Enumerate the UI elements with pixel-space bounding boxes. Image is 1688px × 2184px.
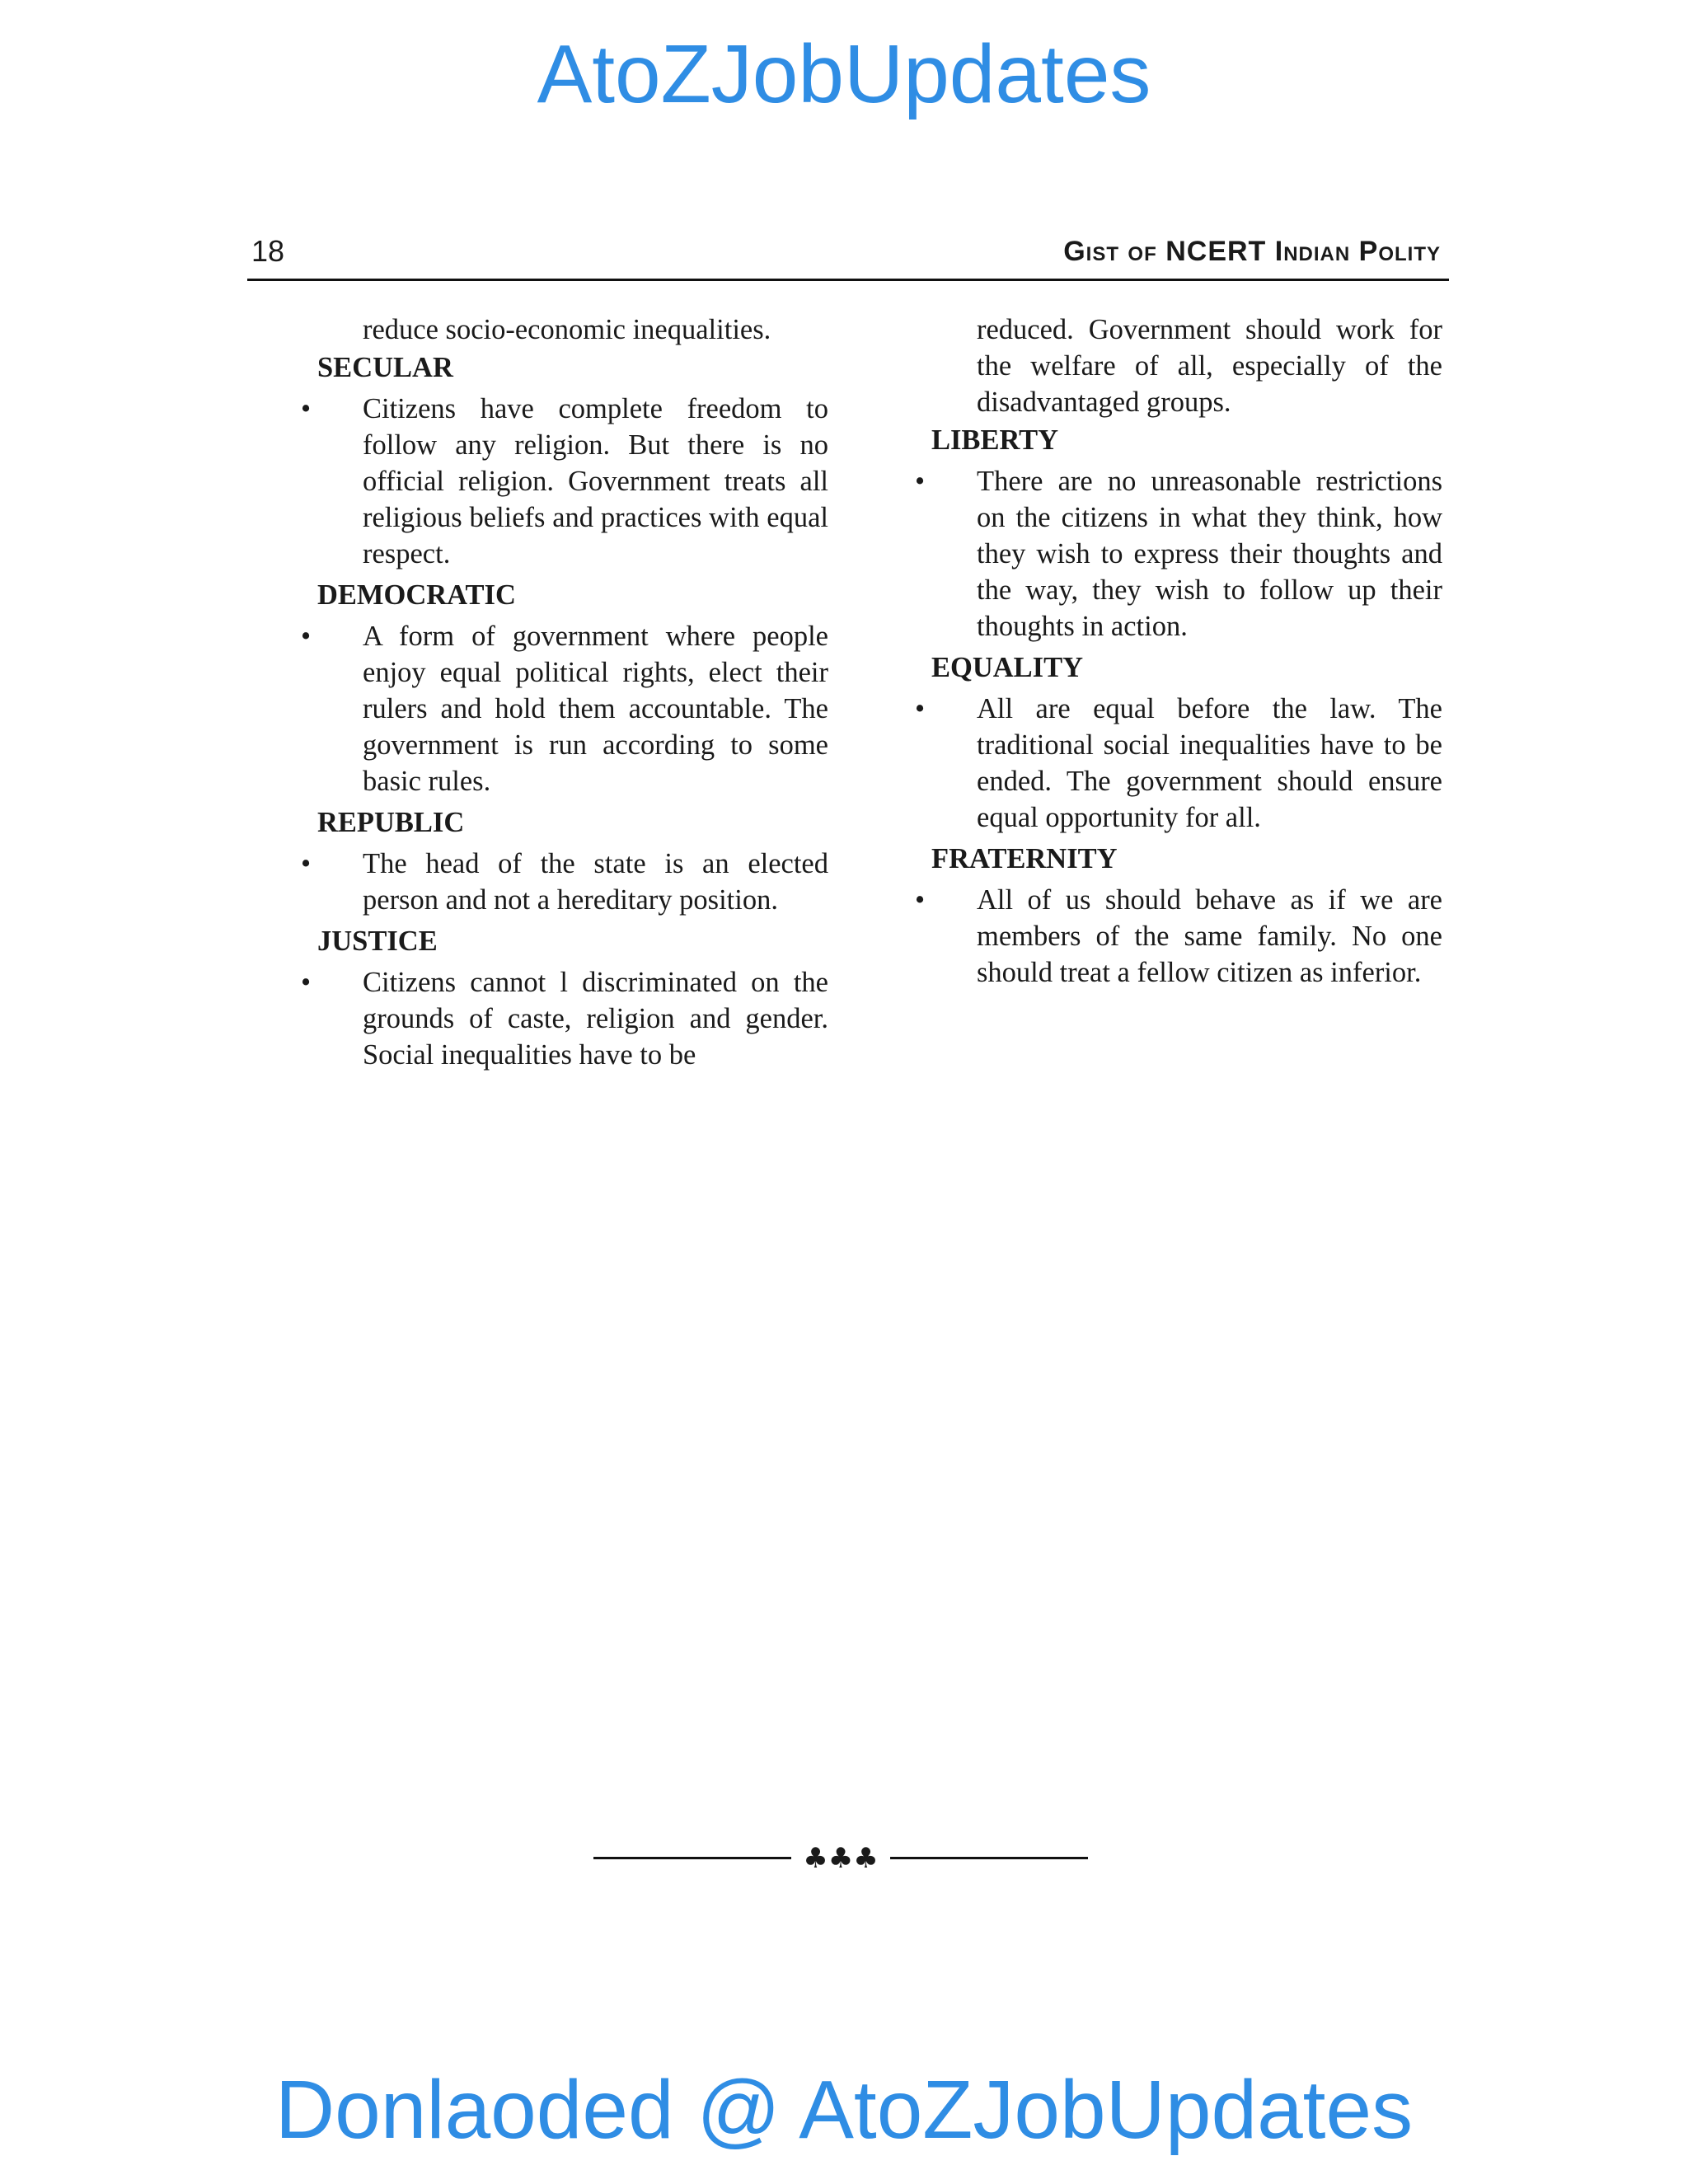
bullet-text: All of us should behave as if we are members of the same family. No one should treat a fellow citizen as inferior. (977, 884, 1442, 988)
bullet-text: Citizens cannot l discriminated on the grounds of caste, religion and gender. Social inequalities have to be (363, 967, 828, 1071)
section-heading-secular: SECULAR (317, 352, 453, 383)
continuation-text: reduced. Government should work for the welfare of all, especially of the disadvantaged groups. (977, 314, 1442, 418)
bullet-icon: • (301, 621, 312, 652)
club-suit-icon: ♣♣♣ (803, 1842, 879, 1875)
bullet-item (882, 463, 1442, 644)
bullet-text: There are no unreasonable restrictions on the citizens in what they think, how they wish to express their thoughts and the way, they wish to follow up their thoughts in action. (977, 466, 1442, 642)
bullet-item (882, 882, 1442, 991)
section-heading-republic: REPUBLIC (317, 807, 465, 838)
bullet-icon: • (915, 693, 926, 724)
section-heading-liberty: LIBERTY (931, 424, 1059, 456)
watermark-bottom: Donlaoded @ AtoZJobUpdates (274, 2064, 1414, 2156)
page-number: 18 (251, 234, 285, 268)
bullet-text: The head of the state is an elected person and not a hereditary position. (363, 848, 828, 916)
bullet-text: All are equal before the law. The traditional social inequalities have to be ended. The government should ensure equal opportunity for all. (977, 693, 1442, 833)
end-ornament (593, 1842, 1088, 1875)
bullet-item (268, 846, 828, 918)
bullet-item (268, 618, 828, 799)
watermark-top: AtoZJobUpdates (537, 28, 1151, 120)
bullet-icon: • (301, 848, 312, 879)
continuation-text: reduce socio-economic inequalities. (363, 314, 771, 345)
bullet-icon: • (301, 967, 312, 998)
bullet-icon: • (915, 884, 926, 916)
ornament-line-right (890, 1857, 1088, 1859)
section-heading-fraternity: FRATERNITY (931, 843, 1118, 874)
page-header (247, 231, 1449, 272)
bullet-text: A form of government where people enjoy equal political rights, elect their rulers and hold them accountable. The government is run according to some basic rules. (363, 621, 828, 797)
section-heading-justice: JUSTICE (317, 926, 438, 957)
bullet-item (268, 964, 828, 1073)
section-heading-equality: EQUALITY (931, 652, 1084, 683)
running-head: Gist of NCERT Indian Polity (1063, 236, 1441, 267)
right-column (882, 312, 1442, 996)
bullet-item (268, 391, 828, 572)
bullet-icon: • (301, 393, 312, 424)
bullet-icon: • (915, 466, 926, 497)
header-divider (247, 279, 1449, 281)
section-heading-democratic: DEMOCRATIC (317, 579, 516, 611)
left-column (268, 312, 828, 1078)
bullet-text: Citizens have complete freedom to follow any religion. But there is no official religion. Government treats all religious beliefs and practices with equal respect. (363, 393, 828, 569)
bullet-item (882, 691, 1442, 836)
